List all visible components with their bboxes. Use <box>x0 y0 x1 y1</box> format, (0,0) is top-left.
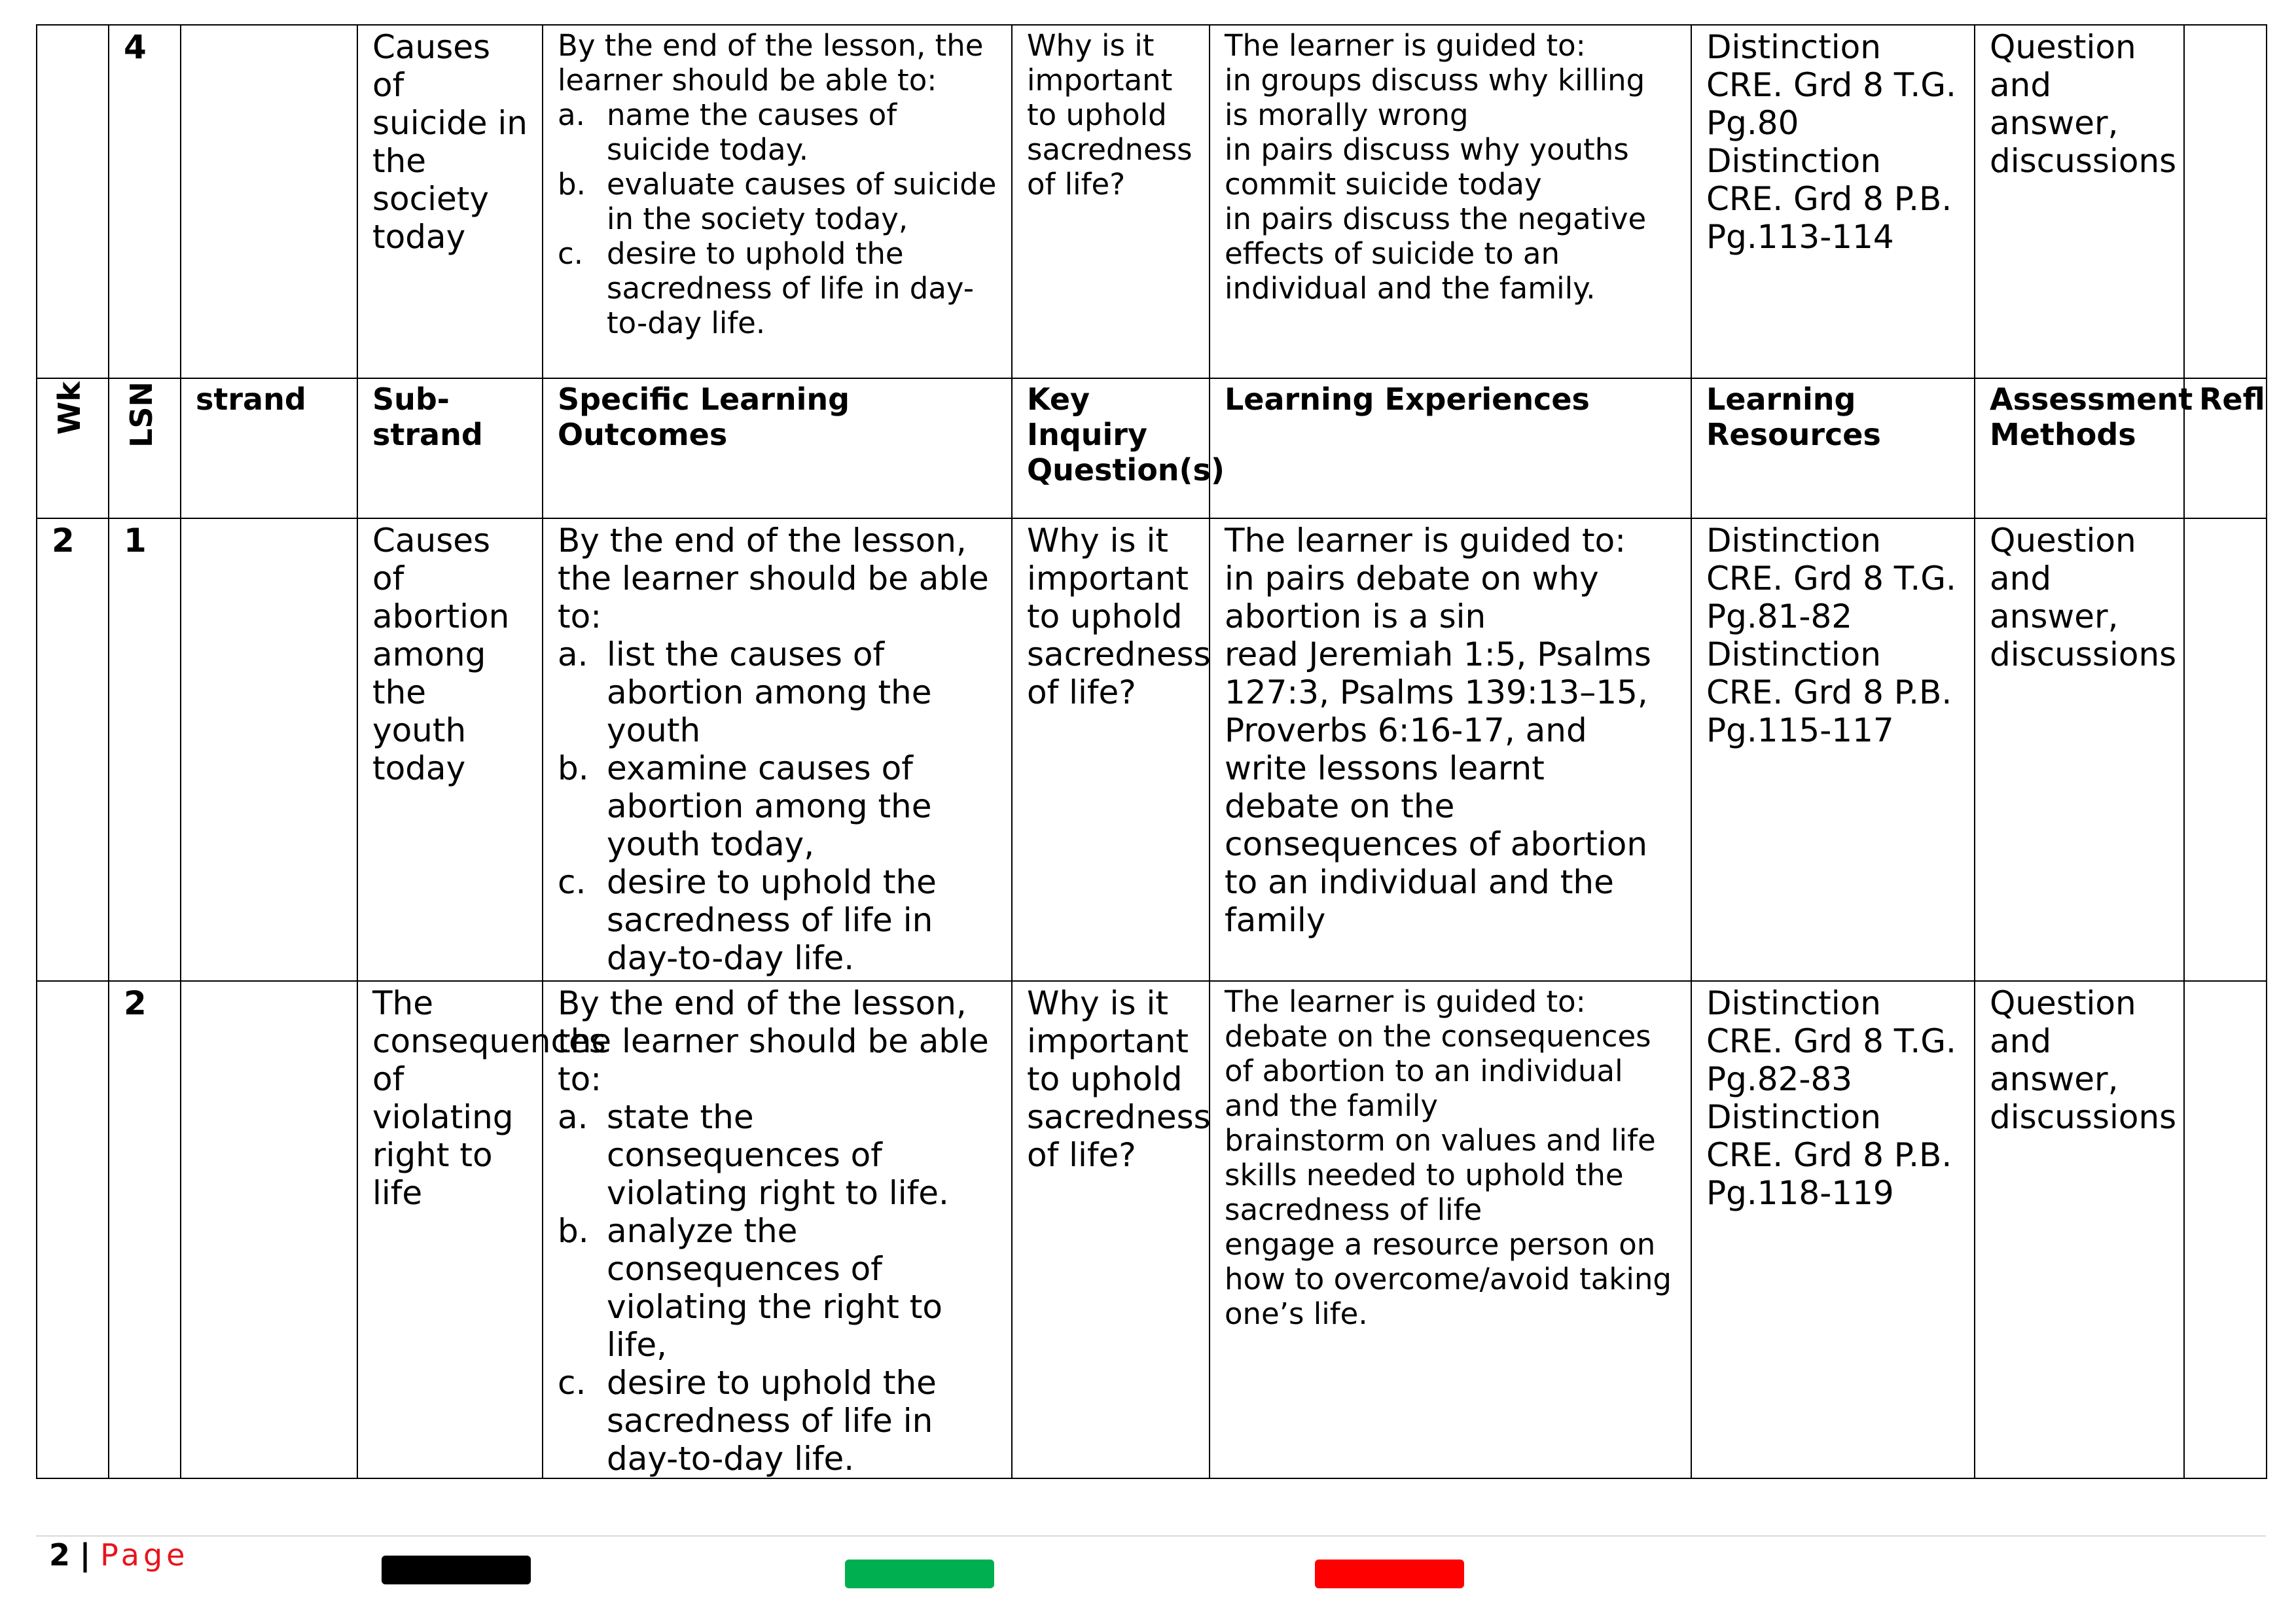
resources-cell: Distinction CRE. Grd 8 T.G. Pg.82-83 Distinction CRE. Grd 8 P.B. Pg.118-119 <box>1691 981 1975 1478</box>
experiences-cell <box>1210 518 1691 981</box>
outcomes-intro: By the end of the lesson, the learner should be able to: <box>558 984 989 1098</box>
table-row <box>37 981 2267 1478</box>
scheme-of-work-table <box>36 24 2267 1479</box>
list-item: debate on the consequences of abortion to an individual and the family <box>1225 1019 1651 1123</box>
footer-divider <box>36 1535 2266 1537</box>
column-header-experiences: Learning Experiences <box>1210 378 1691 518</box>
resources-cell: Distinction CRE. Grd 8 T.G. Pg.80 Distinction CRE. Grd 8 P.B. Pg.113-114 <box>1691 25 1975 378</box>
lesson-cell: 4 <box>109 25 181 378</box>
week-cell <box>37 981 109 1478</box>
inquiry-cell: Why is it important to uphold sacredness of life? <box>1012 981 1210 1478</box>
strand-cell <box>181 25 357 378</box>
column-header-inquiry: Key Inquiry Question(s) <box>1012 378 1210 518</box>
outcomes-cell <box>543 518 1012 981</box>
list-item: b. analyze the consequences of violating the right to life, <box>558 1212 942 1364</box>
list-item: in pairs debate on why abortion is a sin <box>1225 560 1599 635</box>
reflection-cell <box>2184 981 2267 1478</box>
column-header-strand: strand <box>181 378 357 518</box>
resources-cell: Distinction CRE. Grd 8 T.G. Pg.81-82 Distinction CRE. Grd 8 P.B. Pg.115-117 <box>1691 518 1975 981</box>
inquiry-cell: Why is it important to uphold sacredness of life? <box>1012 518 1210 981</box>
list-item: a. state the consequences of violating right to life. <box>558 1098 949 1212</box>
column-header-reflection: Refl <box>2184 378 2267 518</box>
experiences-cell <box>1210 981 1691 1478</box>
list-item: in groups discuss why killing is morally wrong <box>1225 63 1645 132</box>
outcomes-cell <box>543 25 1012 378</box>
lesson-cell: 1 <box>109 518 181 981</box>
sub-strand-cell: Causes of abortion among the youth today <box>357 518 543 981</box>
list-item: brainstorm on values and life skills needed to uphold the sacredness of life <box>1225 1123 1656 1227</box>
column-header-lsn: LSN <box>109 378 181 518</box>
list-item: b. examine causes of abortion among the youth today, <box>558 749 932 863</box>
list-item: in pairs discuss the negative effects of suicide to an individual and the family. <box>1225 202 1647 306</box>
list-item: c. desire to uphold the sacredness of life in day-to-day life. <box>558 863 937 977</box>
column-header-assessment: Assessment Methods <box>1975 378 2184 518</box>
footer-bar-green <box>845 1560 994 1588</box>
outcomes-cell <box>543 981 1012 1478</box>
sub-strand-cell: The consequences of violating right to life <box>357 981 543 1478</box>
column-header-outcomes: Specific Learning Outcomes <box>543 378 1012 518</box>
week-cell: 2 <box>37 518 109 981</box>
outcomes-intro: By the end of the lesson, the learner should be able to: <box>558 522 989 635</box>
column-header-sub-strand: Sub-strand <box>357 378 543 518</box>
list-item: a. name the causes of suicide today. <box>558 98 897 167</box>
strand-cell <box>181 981 357 1478</box>
list-item: b. evaluate causes of suicide in the society today, <box>558 167 997 236</box>
list-item: in pairs discuss why youths commit suicide today <box>1225 132 1629 202</box>
outcomes-list <box>558 1098 997 1478</box>
reflection-cell <box>2184 25 2267 378</box>
list-item: c. desire to uphold the sacredness of life in day-to-day life. <box>558 236 974 340</box>
assessment-cell: Question and answer, discussions <box>1975 981 2184 1478</box>
outcomes-intro: By the end of the lesson, the learner should be able to: <box>558 28 984 98</box>
outcomes-list <box>558 98 997 340</box>
footer-bar-red <box>1315 1560 1464 1588</box>
assessment-cell: Question and answer, discussions <box>1975 25 2184 378</box>
column-header-wk: Wk <box>37 378 109 518</box>
outcomes-list <box>558 635 997 977</box>
table-row <box>37 25 2267 378</box>
experiences-intro: The learner is guided to: <box>1225 984 1586 1019</box>
experiences-intro: The learner is guided to: <box>1225 522 1626 560</box>
page-separator: | <box>79 1537 91 1573</box>
footer-bar-black <box>382 1556 531 1584</box>
table-header-row <box>37 378 2267 518</box>
list-item: engage a resource person on how to overcome/avoid taking one’s life. <box>1225 1227 1672 1331</box>
page-number: 2 <box>49 1537 71 1573</box>
list-item: c. desire to uphold the sacredness of life in day-to-day life. <box>558 1364 937 1478</box>
list-item: a. list the causes of abortion among the youth <box>558 635 932 749</box>
page-footer <box>49 1537 188 1573</box>
list-item: debate on the consequences of abortion to an individual and the family <box>1225 787 1648 939</box>
sub-strand-cell: Causes of suicide in the society today <box>357 25 543 378</box>
column-header-resources: Learning Resources <box>1691 378 1975 518</box>
experiences-intro: The learner is guided to: <box>1225 28 1586 63</box>
table-row <box>37 518 2267 981</box>
experiences-cell <box>1210 25 1691 378</box>
assessment-cell: Question and answer, discussions <box>1975 518 2184 981</box>
strand-cell <box>181 518 357 981</box>
page-label: Page <box>100 1537 189 1573</box>
inquiry-cell: Why is it important to uphold sacredness of life? <box>1012 25 1210 378</box>
reflection-cell <box>2184 518 2267 981</box>
week-cell <box>37 25 109 378</box>
list-item: read Jeremiah 1:5, Psalms 127:3, Psalms 139:13–15, Proverbs 6:16-17, and write lessons learnt <box>1225 635 1651 787</box>
lesson-cell: 2 <box>109 981 181 1478</box>
